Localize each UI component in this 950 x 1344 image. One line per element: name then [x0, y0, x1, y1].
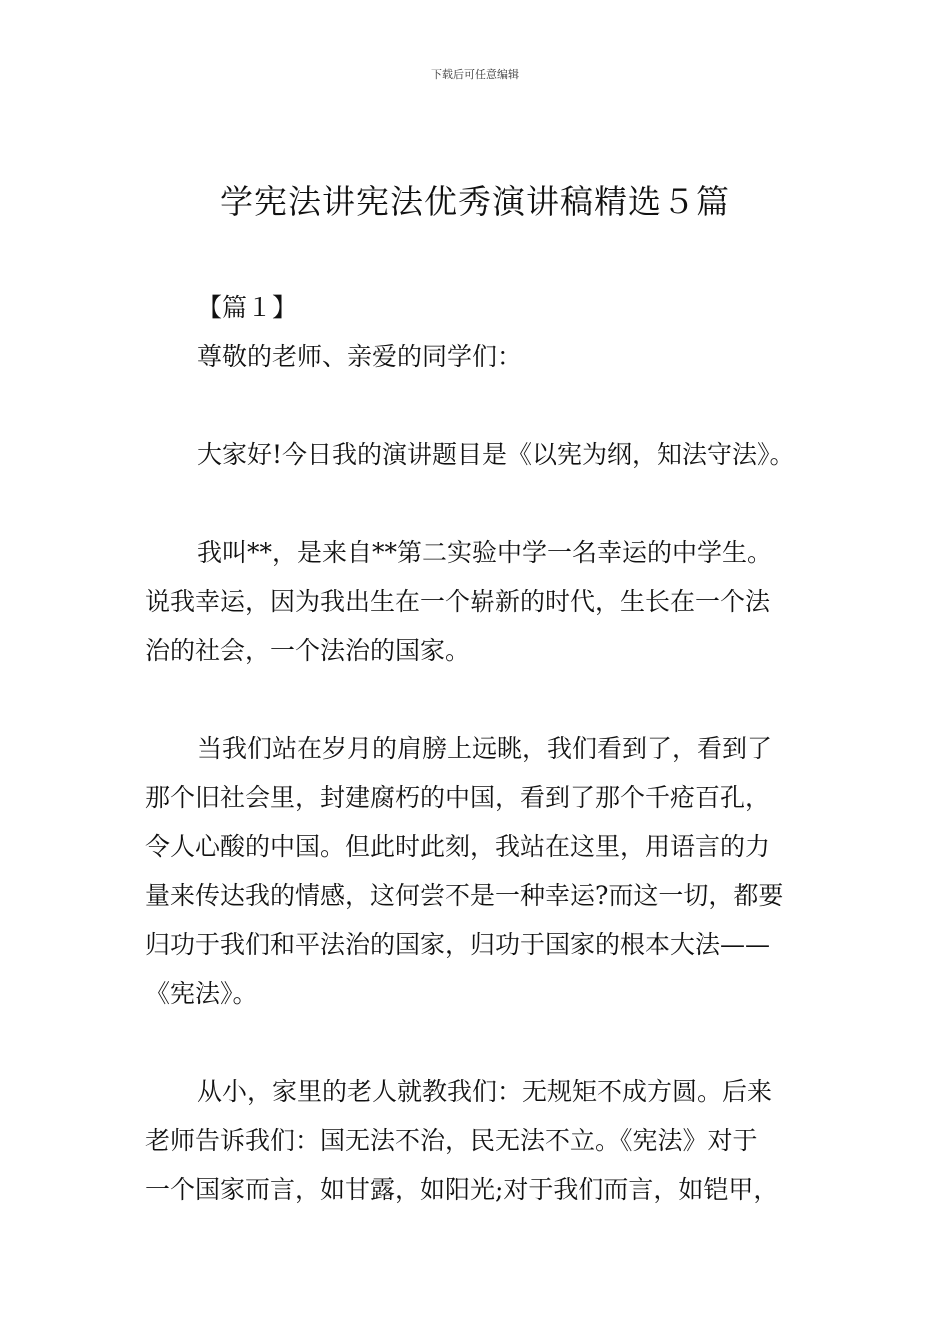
paragraph-line: 老师告诉我们：国无法不治，民无法不立。《宪法》对于 — [145, 1126, 758, 1155]
paragraph-line: 当我们站在岁月的肩膀上远眺，我们看到了，看到了 — [197, 734, 773, 763]
paragraph-line: 《宪法》。 — [145, 979, 258, 1008]
header-note: 下载后可任意编辑 — [431, 68, 519, 81]
paragraph-line: 我叫**，是来自**第二实验中学一名幸运的中学生。 — [197, 538, 773, 567]
paragraph-line: 尊敬的老师、亲爱的同学们： — [197, 342, 523, 371]
paragraph-line: 说我幸运，因为我出生在一个崭新的时代，生长在一个法 — [145, 587, 771, 616]
document-title: 学宪法讲宪法优秀演讲稿精选５篇 — [220, 182, 730, 221]
paragraph-line: 那个旧社会里，封建腐朽的中国，看到了那个千疮百孔， — [145, 783, 771, 812]
paragraph-line: 大家好!今日我的演讲题目是《以宪为纲，知法守法》。 — [197, 440, 795, 469]
section-label: 【篇１】 — [197, 293, 298, 322]
paragraph-line: 治的社会，一个法治的国家。 — [145, 636, 471, 665]
paragraph-line: 归功于我们和平法治的国家，归功于国家的根本大法—— — [145, 930, 771, 959]
paragraph-line: 令人心酸的中国。但此时此刻，我站在这里，用语言的力 — [145, 832, 771, 861]
paragraph-line: 量来传达我的情感，这何尝不是一种幸运?而这一切，都要 — [145, 881, 784, 910]
paragraph-line: 一个国家而言，如甘露，如阳光;对于我们而言，如铠甲， — [145, 1175, 779, 1204]
paragraph-line: 从小，家里的老人就教我们：无规矩不成方圆。后来 — [197, 1077, 773, 1106]
document-body — [145, 283, 810, 1214]
